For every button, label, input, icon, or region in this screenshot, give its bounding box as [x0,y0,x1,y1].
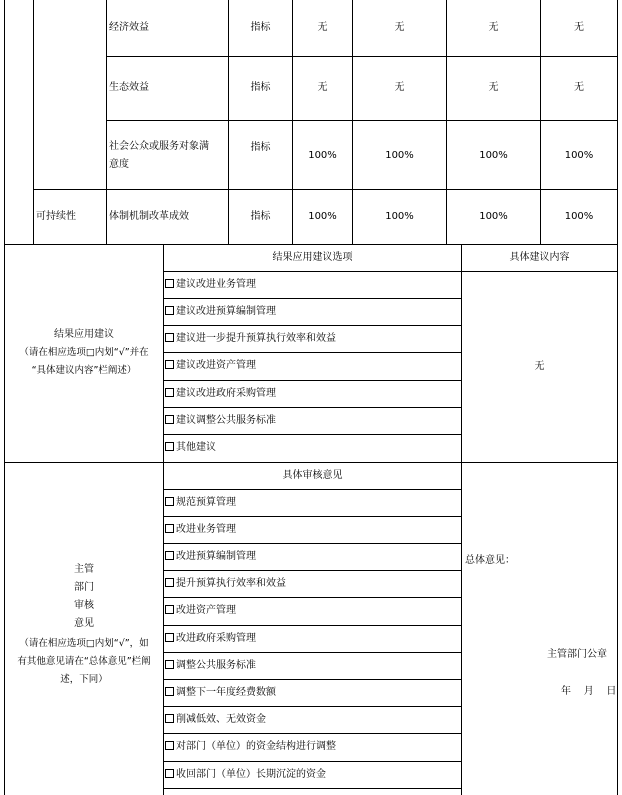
checkbox-icon[interactable] [165,360,174,369]
checkbox-option[interactable]: 改进业务管理 [165,523,236,537]
checkbox-option[interactable]: 建议调整公共服务标准 [165,414,276,428]
indicator-name: 生态效益 [109,82,149,93]
indicator-value: 无 [574,82,584,93]
result-label: 结果应用建议 [54,329,114,340]
overall-opinion-label: 总体意见： [465,555,515,566]
indicator-type: 指标 [250,211,271,222]
checkbox-icon[interactable] [165,551,174,560]
indicator-value: 无 [394,82,405,93]
checkbox-icon[interactable] [165,578,174,587]
indicator-value: 无 [488,82,499,93]
grid-line [540,0,541,244]
checkbox-option[interactable]: 调整下一年度经费数额 [165,686,276,700]
indicator-type: 指标 [250,142,271,153]
checkbox-icon[interactable] [165,687,174,696]
checkbox-option[interactable]: 建议改进政府采购管理 [165,387,276,401]
grid-line [163,733,461,734]
checkbox-option[interactable]: 建议改进预算编制管理 [165,305,276,319]
result-content-value: 无 [534,361,545,372]
grid-line [163,244,164,462]
grid-line [617,244,618,462]
grid-line [163,597,461,598]
review-options-header: 具体审核意见 [282,470,343,481]
review-label: 部门 [74,582,94,593]
checkbox-icon[interactable] [165,279,174,288]
grid-line [163,788,461,789]
grid-line [163,380,461,381]
indicator-value: 100% [564,150,594,161]
review-label: 意见 [74,618,94,629]
grid-line [446,0,447,244]
grid-line [4,244,617,245]
grid-line [106,0,107,244]
checkbox-icon[interactable] [165,524,174,533]
checkbox-option[interactable]: 调整公共服务标准 [165,659,256,673]
grid-line [163,570,461,571]
review-instruction: （请在相应选项□内划“√”，如 [19,638,149,649]
grid-line [617,462,618,795]
grid-line [163,761,461,762]
indicator-value: 无 [317,82,328,93]
indicator-type: 指标 [250,82,271,93]
indicator-value: 无 [394,22,405,33]
grid-line [4,462,617,463]
grid-line [352,0,353,244]
result-content-header: 具体建议内容 [509,252,570,263]
indicator-name: 体制机制改革成效 [109,211,189,222]
checkbox-option[interactable]: 改进预算编制管理 [165,550,256,564]
checkbox-icon[interactable] [165,633,174,642]
indicator-value: 无 [317,22,328,33]
result-instruction: “具体建议内容”栏阐述） [31,365,137,376]
checkbox-icon[interactable] [165,605,174,614]
indicator-name: 经济效益 [109,22,149,33]
indicator-value: 100% [479,211,508,222]
grid-line [617,0,618,244]
grid-line [163,325,461,326]
review-label: 审核 [74,600,94,611]
checkbox-icon[interactable] [165,388,174,397]
grid-line [163,516,461,517]
result-options-header: 结果应用建议选项 [272,252,353,263]
checkbox-option[interactable]: 削减低效、无效资金 [165,713,266,727]
grid-line [461,244,462,462]
indicator-value: 100% [308,150,337,161]
checkbox-icon[interactable] [165,306,174,315]
review-label: 主管 [74,564,94,575]
checkbox-option[interactable]: 对部门（单位）的资金结构进行调整 [165,740,336,754]
checkbox-option[interactable]: 规范预算管理 [165,496,236,510]
grid-line [163,652,461,653]
checkbox-icon[interactable] [165,769,174,778]
grid-line [33,189,617,190]
checkbox-option[interactable]: 改进资产管理 [165,604,236,618]
grid-line [33,0,34,244]
grid-line [163,271,617,272]
checkbox-option[interactable]: 改进政府采购管理 [165,632,256,646]
checkbox-icon[interactable] [165,741,174,750]
checkbox-icon[interactable] [165,660,174,669]
seal-label: 主管部门公章 [547,649,607,660]
checkbox-option[interactable]: 收回部门（单位）长期沉淀的资金 [165,768,326,782]
checkbox-option[interactable]: 建议进一步提升预算执行效率和效益 [165,332,336,346]
grid-line [163,679,461,680]
checkbox-option[interactable]: 其他建议 [165,441,216,455]
result-instruction: （请在相应选项□内划“√”并在 [19,347,149,358]
indicator-value: 100% [385,211,414,222]
indicator-value: 100% [385,150,414,161]
grid-line [4,0,5,244]
checkbox-icon[interactable] [165,442,174,451]
review-instruction: 有其他意见请在“总体意见”栏阐 [17,656,151,667]
indicator-value: 100% [564,211,594,222]
checkbox-option[interactable]: 建议改进业务管理 [165,278,256,292]
grid-line [163,434,461,435]
indicator-name: 意度 [109,159,129,170]
grid-line [163,298,461,299]
grid-line [163,352,461,353]
grid-line [163,489,461,490]
date-label: 年 月 日 [561,686,617,697]
checkbox-option[interactable]: 提升预算执行效率和效益 [165,577,286,591]
indicator-type: 指标 [250,22,271,33]
checkbox-icon[interactable] [165,714,174,723]
checkbox-icon[interactable] [165,333,174,342]
review-instruction: 述，下同） [60,674,108,685]
indicator-value: 无 [574,22,584,33]
checkbox-option[interactable]: 建议改进资产管理 [165,359,256,373]
grid-line [292,0,293,244]
indicator-name: 社会公众或服务对象满 [109,141,209,152]
grid-line [461,462,462,795]
indicator-value: 100% [308,211,337,222]
indicator-value: 无 [488,22,499,33]
grid-line [163,407,461,408]
grid-line [163,543,461,544]
grid-line [163,706,461,707]
grid-line [163,625,461,626]
checkbox-icon[interactable] [165,497,174,506]
grid-line [228,0,229,244]
checkbox-icon[interactable] [165,415,174,424]
grid-line [163,462,164,795]
indicator-category: 可持续性 [36,211,76,222]
indicator-value: 100% [479,150,508,161]
